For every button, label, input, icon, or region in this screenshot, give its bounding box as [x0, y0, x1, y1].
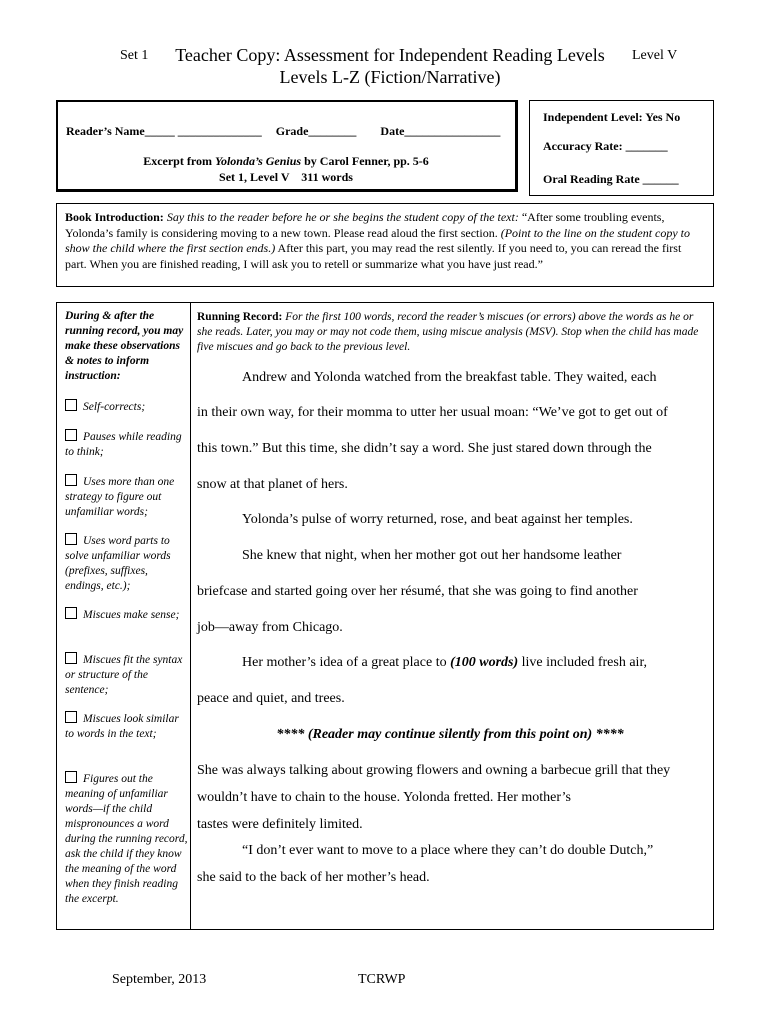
scores-box — [529, 100, 714, 196]
passage-line: She knew that night, when her mother got out her handsome leather — [242, 548, 622, 563]
passage-line: this town.” But this time, she didn’t say a word. She just stared down through the — [197, 441, 652, 456]
reader-info-box — [56, 100, 518, 192]
observation-word-parts: Uses word parts to solve unfamiliar words (prefixes, suffixes, endings, etc.); — [65, 535, 171, 592]
date-field[interactable]: Date________________ — [380, 124, 501, 138]
independent-level[interactable]: Independent Level: Yes No — [543, 110, 681, 124]
observation-self-corrects: Self-corrects; — [65, 399, 189, 415]
checkbox[interactable] — [65, 771, 77, 783]
passage-line: wouldn’t have to chain to the house. Yolonda fretted. Her mother’s — [197, 790, 571, 805]
observation-pauses: Pauses while reading to think; — [65, 431, 182, 458]
grade-field[interactable]: Grade________ — [275, 124, 357, 138]
observation-figures-meaning: Figures out the meaning of unfamiliar words—if the child mispronounces a word during the running record, ask the child if they know the meaning of the word when they finish reading the excerpt. — [65, 773, 188, 905]
running-record-instructions: Running Record: For the first 100 words, record the reader’s miscues (or errors) above the words as he or she reads. Later, you may or may not code them, using miscue analysis (MSV). Stop when the child has made five miscues and go back to the previous level. — [197, 311, 699, 353]
checkbox[interactable] — [65, 474, 77, 486]
passage-line: job—away from Chicago. — [197, 620, 343, 635]
checkbox[interactable] — [65, 533, 77, 545]
passage-line: Andrew and Yolonda watched from the breakfast table. They waited, each — [242, 370, 657, 385]
readers-name-field[interactable]: Reader’s Name_____ ______________ — [66, 124, 262, 138]
passage-line: tastes were definitely limited. — [197, 817, 363, 832]
passage-line: in their own way, for their momma to utter her usual moan: “We’ve got to get out of — [197, 405, 668, 420]
passage-line: peace and quiet, and trees. — [197, 691, 345, 706]
checkbox[interactable] — [65, 399, 77, 411]
oral-reading-rate[interactable]: Oral Reading Rate ______ — [543, 172, 679, 186]
footer-date: September, 2013 — [112, 972, 207, 987]
passage-line: “I don’t ever want to move to a place where they can’t do double Dutch,” — [242, 843, 654, 858]
passage-line: She was always talking about growing flowers and owning a barbecue grill that they — [197, 763, 671, 778]
level-label: Level V — [632, 48, 678, 63]
observation-miscues-similar: Miscues look similar to words in the text; — [65, 713, 179, 740]
observations-column — [56, 302, 191, 930]
passage-line: Yolonda’s pulse of worry returned, rose, and beat against her temples. — [242, 512, 633, 527]
book-introduction: Book Introduction: Say this to the reader before he or she begins the student copy of the text: “After some troubling events, Yolonda’s family is considering moving to a new town. Please read aloud the first section. (Point to the line on the student copy to show the child where the first section ends.) After this part, you may read the rest silently. If you need to, you can reread the first part. When you are finished reading, I will ask you to retell or summarize what you have just read.” — [56, 203, 714, 287]
excerpt-line: Excerpt from Yolonda’s Genius by Carol Fenner, pp. 5-6 — [143, 154, 429, 168]
word-count-marker: (100 words) — [450, 655, 519, 670]
title-line-2: Levels L-Z (Fiction/Narrative) — [279, 67, 501, 87]
observations-heading: During & after the running record, you may make these observations & notes to inform instruction: — [65, 310, 184, 382]
set-level-words: Set 1, Level V 311 words — [219, 170, 353, 184]
running-record-column — [191, 302, 714, 930]
checkbox[interactable] — [65, 429, 77, 441]
footer-org: TCRWP — [358, 972, 406, 987]
passage-line: snow at that planet of hers. — [197, 477, 348, 492]
observation-miscues-sense: Miscues make sense; — [65, 607, 189, 623]
set-label: Set 1 — [120, 48, 149, 63]
page-title — [160, 44, 620, 88]
passage-line: she said to the back of her mother’s head. — [197, 870, 430, 885]
checkbox[interactable] — [65, 652, 77, 664]
observation-strategies: Uses more than one strategy to figure out unfamiliar words; — [65, 476, 175, 518]
passage-line: briefcase and started going over her résumé, that she was going to find another — [197, 584, 638, 599]
book-title: Yolonda’s Genius — [214, 154, 302, 168]
checkbox[interactable] — [65, 607, 77, 619]
accuracy-rate[interactable]: Accuracy Rate: _______ — [543, 139, 668, 153]
passage-line: Her mother’s idea of a great place to (100 words) live included fresh air, — [242, 655, 648, 670]
observation-miscues-syntax: Miscues fit the syntax or structure of the sentence; — [65, 654, 183, 696]
checkbox[interactable] — [65, 711, 77, 723]
title-line-1: Teacher Copy: Assessment for Independent Reading Levels — [175, 45, 605, 65]
continue-silently-note: **** (Reader may continue silently from this point on) **** — [276, 727, 624, 742]
